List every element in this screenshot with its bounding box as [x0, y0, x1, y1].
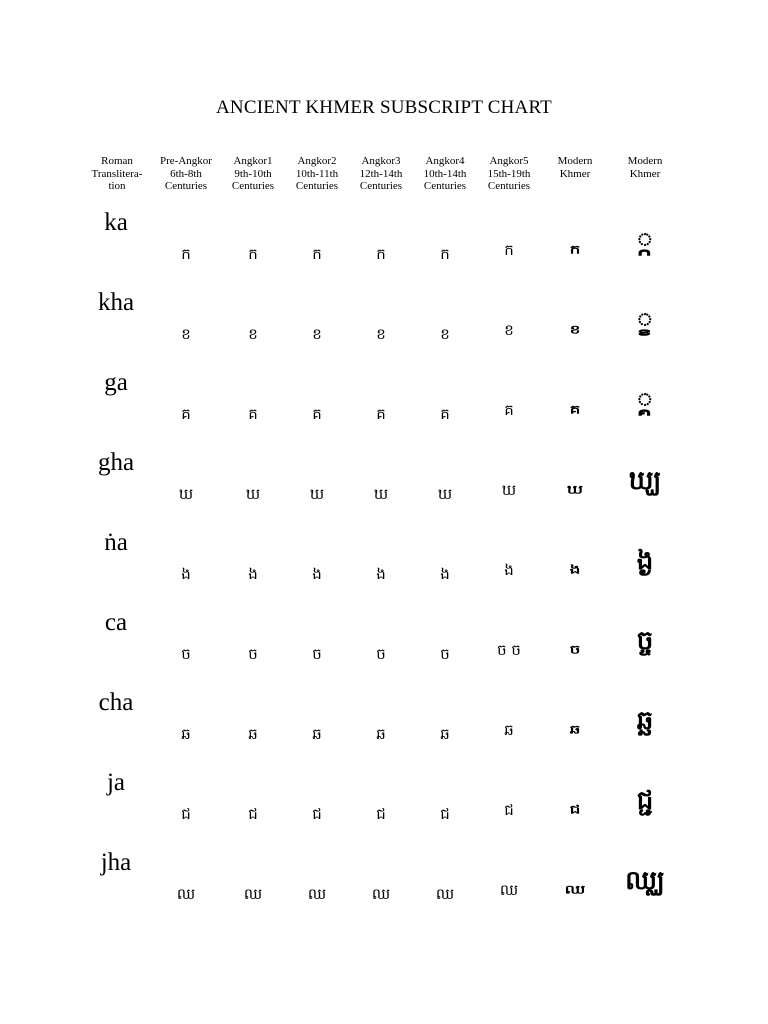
column-header-line: Centuries	[295, 180, 339, 192]
khmer-subscript-glyph: ឃ	[501, 481, 517, 499]
column-header-line: Angkor2	[297, 155, 337, 167]
chart-row-ga	[0, 368, 768, 448]
khmer-subscript-glyph: ជ	[181, 805, 191, 823]
khmer-subscript-glyph: ខ	[569, 323, 581, 337]
chart-row-ca	[0, 608, 768, 688]
khmer-subscript-glyph: គ	[376, 405, 386, 423]
khmer-subscript-glyph: ឃ	[178, 485, 194, 503]
khmer-subscript-glyph: ឈ្ឈ	[625, 866, 665, 896]
khmer-subscript-glyph: គ	[312, 405, 322, 423]
khmer-subscript-glyph: ឃ្ឃ	[628, 466, 662, 496]
khmer-subscript-glyph: ជ	[440, 805, 450, 823]
column-header-line: Centuries	[359, 180, 403, 192]
column-header-line: Angkor1	[233, 155, 273, 167]
khmer-subscript-glyph: ឆ	[248, 725, 258, 743]
khmer-subscript-glyph: ឃ	[437, 485, 453, 503]
column-header-line: 6th-8th	[170, 167, 202, 180]
khmer-subscript-glyph: ឈ	[307, 885, 327, 903]
khmer-subscript-glyph: ខ	[376, 325, 386, 343]
khmer-subscript-glyph: ឃ	[245, 485, 261, 503]
khmer-subscript-glyph: គ	[181, 405, 191, 423]
khmer-subscript-glyph: គ	[440, 405, 450, 423]
khmer-subscript-glyph: ឈ	[176, 885, 196, 903]
column-header-line: Khmer	[629, 167, 661, 180]
khmer-subscript-glyph: ក	[569, 243, 581, 257]
column-header-line: Khmer	[559, 167, 591, 180]
column-header-line: 15th-19th	[487, 167, 531, 180]
khmer-subscript-glyph: ច	[376, 645, 386, 663]
roman-transliteration: ja	[106, 769, 126, 796]
khmer-subscript-glyph: ្គ	[637, 386, 653, 416]
column-header-line: Roman	[101, 155, 133, 167]
khmer-subscript-glyph: ឆ	[312, 725, 322, 743]
khmer-subscript-glyph: ឈ	[499, 881, 519, 899]
column-header-line: Centuries	[231, 180, 275, 192]
khmer-subscript-glyph: ជ	[504, 801, 514, 819]
khmer-subscript-glyph: ឆ	[376, 725, 386, 743]
column-header-line: Angkor5	[489, 155, 529, 167]
column-header-line: Centuries	[487, 180, 531, 192]
roman-transliteration: jha	[100, 849, 132, 876]
khmer-subscript-glyph: ច	[440, 645, 450, 663]
khmer-subscript-glyph: ខ	[504, 321, 514, 339]
khmer-subscript-glyph: ក	[440, 245, 450, 263]
khmer-subscript-glyph: ឆ	[440, 725, 450, 743]
column-header-line: Centuries	[423, 180, 467, 192]
khmer-subscript-glyph: ច	[248, 645, 258, 663]
khmer-subscript-glyph: ច ច	[497, 641, 521, 659]
khmer-subscript-glyph: ឈ	[243, 885, 263, 903]
chart-row-ja	[0, 768, 768, 848]
column-header-line: Modern	[557, 155, 593, 167]
column-header-line: Centuries	[164, 180, 208, 192]
khmer-subscript-glyph: ក	[248, 245, 258, 263]
khmer-subscript-glyph: ជ	[569, 803, 581, 817]
khmer-subscript-glyph: ខ	[440, 325, 450, 343]
column-header-line: Angkor4	[425, 155, 465, 167]
khmer-subscript-glyph: ង	[376, 565, 386, 583]
column-header-line: Angkor3	[361, 155, 401, 167]
roman-transliteration: ga	[104, 369, 128, 396]
khmer-subscript-glyph: ជ	[312, 805, 322, 823]
chart-row-jha	[0, 848, 768, 928]
khmer-subscript-glyph: ច	[312, 645, 322, 663]
column-header-line: 10th-11th	[295, 167, 339, 180]
chart-row-ṅa	[0, 528, 768, 608]
roman-transliteration: ca	[104, 609, 128, 636]
roman-transliteration: ka	[104, 209, 128, 236]
khmer-subscript-glyph: គ	[248, 405, 258, 423]
roman-transliteration: gha	[97, 449, 135, 476]
khmer-subscript-glyph: ឆ	[181, 725, 191, 743]
column-header-line: tion	[108, 180, 126, 192]
roman-transliteration: cha	[98, 689, 134, 716]
khmer-subscript-glyph: ្ខ	[637, 306, 653, 336]
khmer-subscript-glyph: ជ	[248, 805, 258, 823]
roman-transliteration: ṅa	[104, 529, 128, 556]
khmer-subscript-glyph: ្ក	[637, 226, 653, 256]
khmer-subscript-glyph: ឆ្ឆ	[636, 706, 654, 736]
khmer-subscript-glyph: ង្ង	[636, 546, 654, 576]
khmer-subscript-glyph: ង	[248, 565, 258, 583]
chart-row-ka	[0, 208, 768, 288]
khmer-subscript-glyph: ឃ	[566, 483, 584, 497]
khmer-subscript-glyph: ខ	[248, 325, 258, 343]
khmer-subscript-glyph: ក	[504, 241, 514, 259]
khmer-subscript-glyph: ឆ	[504, 721, 514, 739]
khmer-subscript-glyph: ឈ	[371, 885, 391, 903]
khmer-subscript-glyph: ឃ	[309, 485, 325, 503]
roman-transliteration: kha	[97, 289, 135, 316]
khmer-subscript-glyph: ឈ	[564, 883, 586, 897]
chart-row-gha	[0, 448, 768, 528]
column-header-line: Modern	[627, 155, 663, 167]
khmer-subscript-glyph: ង	[312, 565, 322, 583]
khmer-subscript-glyph: ក	[181, 245, 191, 263]
column-header-line: 9th-10th	[234, 167, 272, 180]
khmer-subscript-glyph: ង	[181, 565, 191, 583]
column-header-line: Translitera-	[91, 167, 143, 180]
page-title: ANCIENT KHMER SUBSCRIPT CHART	[216, 97, 552, 118]
khmer-subscript-glyph: ជ្ជ	[636, 786, 654, 816]
khmer-subscript-glyph: ឈ	[435, 885, 455, 903]
khmer-subscript-glyph: ង	[504, 561, 514, 579]
khmer-subscript-glyph: ច	[181, 645, 191, 663]
chart-row-cha	[0, 688, 768, 768]
khmer-subscript-glyph: គ	[504, 401, 514, 419]
column-header-line: 12th-14th	[359, 167, 403, 180]
khmer-subscript-glyph: គ	[569, 403, 581, 417]
chart-row-kha	[0, 288, 768, 368]
column-header-line: 10th-14th	[423, 167, 467, 180]
khmer-subscript-glyph: ខ	[312, 325, 322, 343]
khmer-subscript-glyph: ជ	[376, 805, 386, 823]
khmer-subscript-glyph: ច	[569, 643, 581, 657]
khmer-subscript-glyph: ឃ	[373, 485, 389, 503]
khmer-subscript-glyph: ង	[569, 563, 581, 577]
khmer-subscript-glyph: ក	[376, 245, 386, 263]
khmer-subscript-glyph: ក	[312, 245, 322, 263]
khmer-subscript-glyph: ង	[440, 565, 450, 583]
khmer-subscript-glyph: ឆ	[569, 723, 581, 737]
khmer-subscript-glyph: ច្ច	[636, 626, 654, 656]
khmer-subscript-glyph: ខ	[181, 325, 191, 343]
column-header-line: Pre-Angkor	[160, 155, 212, 167]
